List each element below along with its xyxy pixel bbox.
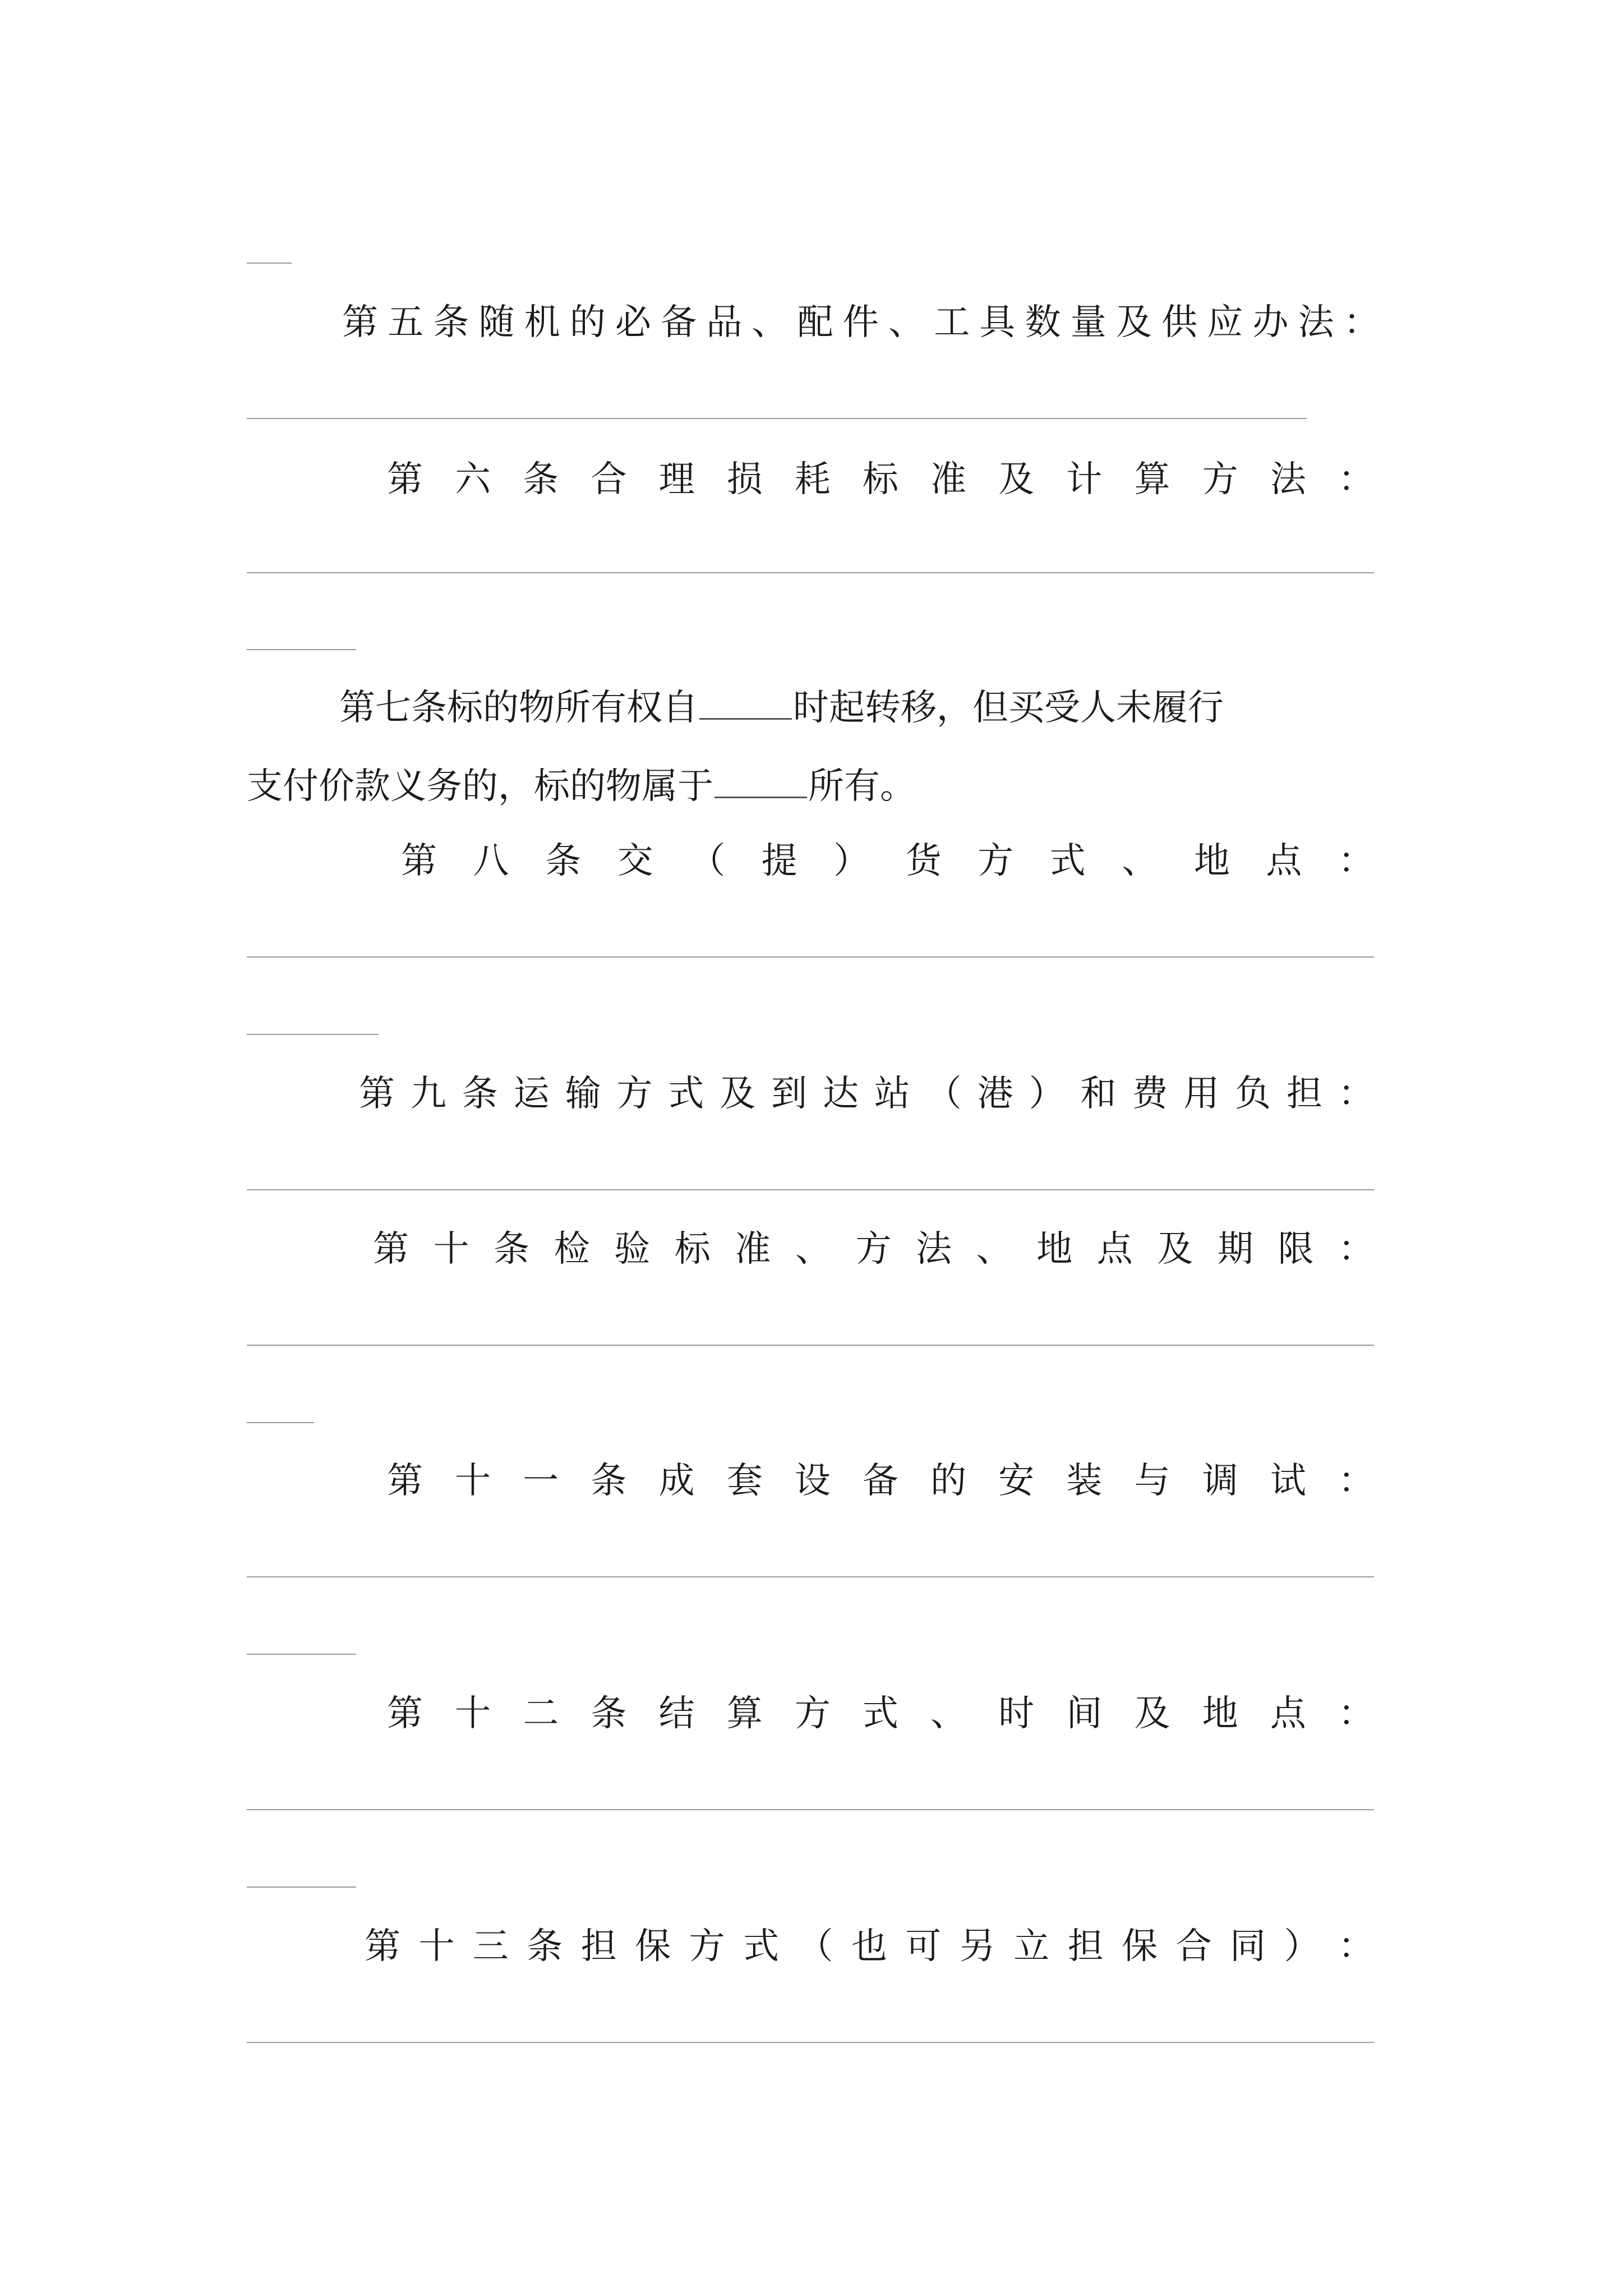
blank-field	[714, 769, 807, 798]
heading-char: 的	[930, 1460, 967, 1502]
heading-char: 保	[635, 1926, 671, 1967]
heading-char: 第	[401, 840, 437, 882]
heading-char: 立	[1013, 1926, 1050, 1967]
heading-char: ：	[1338, 459, 1374, 500]
heading-char: 的	[569, 302, 606, 343]
heading-char: 具	[979, 302, 1016, 343]
heading-char: 算	[726, 1693, 763, 1734]
heading-char: 负	[1235, 1073, 1271, 1115]
heading-char: 费	[1132, 1073, 1168, 1115]
heading-char: 及	[720, 1073, 756, 1115]
heading-char: 套	[726, 1460, 763, 1502]
heading-char: 法	[1298, 302, 1334, 343]
heading-char: 期	[1217, 1228, 1253, 1270]
heading-char: 提	[761, 840, 797, 882]
heading-char: 损	[726, 459, 763, 500]
heading-char: 第	[387, 459, 423, 500]
heading-char: 一	[523, 1460, 559, 1502]
heading-char: 另	[959, 1926, 995, 1967]
heading-char: 交	[617, 840, 653, 882]
article-11-heading	[387, 1458, 1374, 1503]
heading-char: 验	[614, 1228, 651, 1270]
heading-char: 标	[862, 459, 898, 500]
fill-line-short	[247, 1654, 356, 1655]
heading-char: 第	[359, 1073, 395, 1115]
heading-char: 备	[661, 302, 697, 343]
heading-char: 可	[905, 1926, 942, 1967]
heading-char: 达	[823, 1073, 859, 1115]
fill-line	[247, 1345, 1374, 1346]
fill-line-short	[247, 1887, 356, 1888]
article-7-line-2	[247, 764, 916, 809]
article-7-text-2: 时起转移，但买受人未履行	[793, 687, 1224, 729]
heading-char: 货	[905, 840, 942, 882]
heading-char: 点	[1096, 1228, 1133, 1270]
heading-char: 港	[977, 1073, 1013, 1115]
heading-char: 成	[658, 1460, 695, 1502]
heading-char: 应	[1207, 302, 1243, 343]
heading-char: ）	[1284, 1926, 1320, 1967]
heading-char: （	[797, 1926, 833, 1967]
heading-char: 十	[455, 1460, 491, 1502]
heading-char: 及	[998, 459, 1035, 500]
heading-char: 计	[1066, 459, 1103, 500]
heading-char: ：	[1338, 1460, 1374, 1502]
heading-char: 、	[976, 1228, 1012, 1270]
heading-char: ：	[1343, 302, 1380, 343]
heading-char: 数	[1025, 302, 1061, 343]
fill-line	[247, 572, 1374, 573]
heading-char: 配	[797, 302, 833, 343]
heading-char: 量	[1070, 302, 1106, 343]
heading-char: 十	[433, 1228, 469, 1270]
heading-char: 点	[1270, 1693, 1306, 1734]
heading-char: 担	[1287, 1073, 1323, 1115]
blank-field	[699, 690, 792, 720]
article-7-text-4: 所有。	[808, 766, 916, 807]
article-12-heading	[387, 1691, 1374, 1736]
heading-char: 九	[410, 1073, 446, 1115]
article-8-heading	[401, 839, 1374, 884]
fill-line-short	[247, 263, 292, 264]
heading-char: 、	[795, 1228, 831, 1270]
heading-char: 设	[794, 1460, 831, 1502]
heading-char: ：	[1338, 1926, 1374, 1967]
article-5-heading	[342, 300, 1380, 345]
heading-char: 耗	[794, 459, 831, 500]
heading-char: 五	[388, 302, 424, 343]
heading-char: 件	[842, 302, 879, 343]
heading-char: 装	[1066, 1460, 1103, 1502]
heading-char: 条	[523, 459, 559, 500]
heading-char: 担	[580, 1926, 617, 1967]
heading-char: 及	[1134, 1693, 1170, 1734]
heading-char: 保	[1122, 1926, 1158, 1967]
heading-char: 第	[373, 1228, 409, 1270]
heading-char: 品	[706, 302, 743, 343]
heading-char: 条	[433, 302, 469, 343]
heading-char: 间	[1066, 1693, 1103, 1734]
heading-char: ：	[1338, 1228, 1374, 1270]
heading-char: 点	[1266, 840, 1302, 882]
heading-char: 运	[513, 1073, 550, 1115]
article-7-text-3: 支付价款义务的，标的物属于	[247, 766, 713, 807]
heading-char: （	[925, 1073, 962, 1115]
heading-char: 备	[862, 1460, 898, 1502]
heading-char: 法	[1270, 459, 1306, 500]
heading-char: 十	[455, 1693, 491, 1734]
heading-char: 方	[1202, 459, 1238, 500]
heading-char: 第	[387, 1460, 423, 1502]
heading-char: 第	[365, 1926, 400, 1967]
heading-char: 条	[527, 1926, 563, 1967]
heading-char: 第	[387, 1693, 423, 1734]
heading-char: 、	[930, 1693, 967, 1734]
heading-char: 条	[462, 1073, 498, 1115]
heading-char: 机	[524, 302, 560, 343]
heading-char: 地	[1193, 840, 1230, 882]
heading-char: 时	[998, 1693, 1035, 1734]
heading-char: ：	[1338, 840, 1374, 882]
heading-char: 方	[689, 1926, 725, 1967]
heading-char: 式	[743, 1926, 780, 1967]
heading-char: 法	[916, 1228, 952, 1270]
heading-char: 八	[473, 840, 509, 882]
article-7-text-1: 第七条标的物所有权自	[339, 687, 698, 729]
heading-char: 地	[1036, 1228, 1073, 1270]
fill-line	[247, 956, 1374, 958]
fill-line	[247, 1809, 1374, 1810]
heading-char: ）	[833, 840, 870, 882]
fill-line-short	[247, 649, 356, 650]
article-6-heading	[387, 457, 1374, 502]
heading-char: 到	[771, 1073, 808, 1115]
fill-line-short	[247, 1422, 314, 1423]
heading-char: 及	[1115, 302, 1152, 343]
heading-char: 调	[1202, 1460, 1238, 1502]
heading-char: 算	[1134, 459, 1170, 500]
heading-char: 、	[888, 302, 925, 343]
heading-char: 与	[1134, 1460, 1170, 1502]
heading-char: 供	[1161, 302, 1198, 343]
heading-char: 标	[674, 1228, 711, 1270]
heading-char: 十	[418, 1926, 455, 1967]
heading-char: ：	[1338, 1073, 1374, 1115]
heading-char: 必	[615, 302, 652, 343]
fill-line	[247, 2042, 1374, 2043]
heading-char: 担	[1067, 1926, 1104, 1967]
heading-char: 方	[978, 840, 1014, 882]
heading-char: 、	[1122, 840, 1158, 882]
heading-char: 检	[554, 1228, 590, 1270]
heading-char: 理	[658, 459, 695, 500]
article-7-line-1	[339, 685, 1224, 730]
heading-char: 三	[472, 1926, 509, 1967]
heading-char: 限	[1278, 1228, 1314, 1270]
heading-char: 同	[1230, 1926, 1266, 1967]
heading-char: 办	[1252, 302, 1289, 343]
heading-char: （	[689, 840, 726, 882]
article-13-heading	[365, 1924, 1374, 1969]
heading-char: 合	[591, 459, 627, 500]
heading-char: 随	[478, 302, 515, 343]
article-10-heading	[373, 1227, 1374, 1272]
heading-char: 式	[862, 1693, 898, 1734]
heading-char: 方	[794, 1693, 831, 1734]
heading-char: 地	[1202, 1693, 1238, 1734]
heading-char: 条	[494, 1228, 530, 1270]
heading-char: 结	[658, 1693, 695, 1734]
heading-char: 合	[1175, 1926, 1212, 1967]
heading-char: 和	[1080, 1073, 1117, 1115]
heading-char: 准	[735, 1228, 771, 1270]
heading-char: ：	[1338, 1693, 1374, 1734]
heading-char: 及	[1157, 1228, 1193, 1270]
heading-char: 式	[1049, 840, 1086, 882]
heading-char: 方	[616, 1073, 653, 1115]
heading-char: 二	[523, 1693, 559, 1734]
heading-char: 也	[851, 1926, 887, 1967]
heading-char: 输	[565, 1073, 601, 1115]
fill-line	[247, 418, 1307, 419]
heading-char: 条	[591, 1693, 627, 1734]
heading-char: 条	[591, 1460, 627, 1502]
heading-char: 试	[1270, 1460, 1306, 1502]
heading-char: 式	[668, 1073, 704, 1115]
heading-char: 工	[934, 302, 970, 343]
heading-char: 用	[1183, 1073, 1220, 1115]
fill-line-short	[247, 1034, 379, 1035]
heading-char: 、	[751, 302, 788, 343]
heading-char: 第	[342, 302, 378, 343]
heading-char: 条	[545, 840, 582, 882]
fill-line	[247, 1576, 1374, 1577]
heading-char: 方	[855, 1228, 892, 1270]
fill-line	[247, 1189, 1374, 1190]
article-9-heading	[359, 1071, 1374, 1116]
heading-char: 站	[874, 1073, 910, 1115]
heading-char: 安	[998, 1460, 1035, 1502]
heading-char: ）	[1029, 1073, 1065, 1115]
heading-char: 准	[930, 459, 967, 500]
heading-char: 六	[455, 459, 491, 500]
